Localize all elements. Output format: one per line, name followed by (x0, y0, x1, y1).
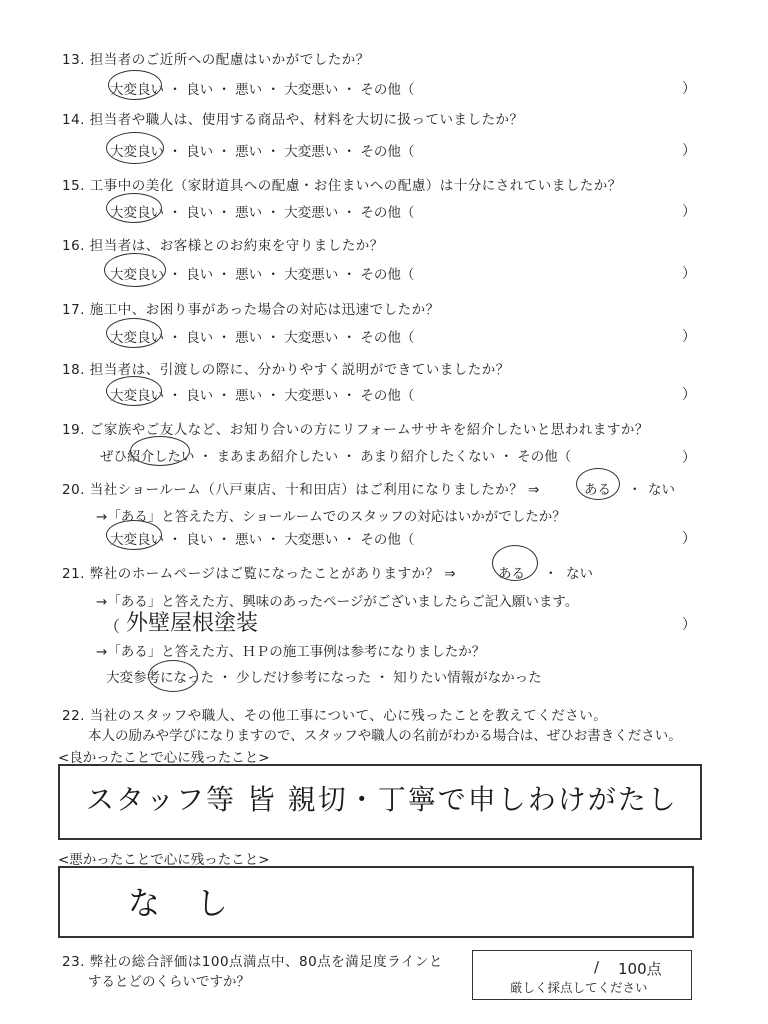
q21-hp-selection-circle (148, 660, 198, 692)
q20-followup-options[interactable]: 大変良い ・ 良い ・ 悪い ・ 大変悪い ・ その他（ (110, 532, 415, 548)
q20-dot: ・ (628, 482, 642, 498)
q23-line2: するとどのくらいですか？ (88, 974, 250, 990)
q14-paren: ） (682, 143, 696, 159)
q15-paren: ） (682, 204, 696, 220)
q20-followup-selection-circle (106, 520, 162, 550)
q14-selection-circle (106, 132, 164, 164)
q21-selection-circle (492, 545, 538, 581)
q16-selection-circle (104, 253, 166, 287)
question-17: 17. 施工中、お困り事があった場合の対応は迅速でしたか？ (62, 302, 440, 318)
question-20: 20. 当社ショールーム（八戸東店、十和田店）はご利用になりましたか？ ⇒ (62, 482, 540, 498)
good-comments-label: <良かったことで心に残ったこと> (58, 750, 270, 766)
q19-selection-circle (130, 436, 190, 466)
question-22: 22. 当社のスタッフや職人、その他工事について、心に残ったことを教えてください。 (62, 708, 608, 724)
q20-selection-circle (576, 468, 620, 500)
q13-paren: ） (682, 81, 696, 97)
bad-comments-label: <悪かったことで心に残ったこと> (58, 852, 270, 868)
score-note: 厳しく採点してください (510, 980, 648, 995)
question-16: 16. 担当者は、お客様とのお約束を守りましたか？ (62, 238, 384, 254)
q21-option-no[interactable]: ない (566, 566, 593, 582)
q18-selection-circle (106, 376, 162, 406)
q16-paren: ） (682, 266, 696, 282)
q13-options[interactable]: 大変良い ・ 良い ・ 悪い ・ 大変悪い ・ その他（ (110, 82, 415, 98)
question-21: 21. 弊社のホームページはご覧になったことがありますか？ ⇒ (62, 566, 457, 582)
q16-options[interactable]: 大変良い ・ 良い ・ 悪い ・ 大変悪い ・ その他（ (110, 267, 415, 283)
q15-selection-circle (106, 193, 162, 223)
q22-note: 本人の励みや学びになりますので、スタッフや職人の名前がわかる場合は、ぜひお書きください。 (88, 728, 682, 744)
q19-paren: ） (682, 450, 696, 466)
q21-option-yes[interactable]: ある (498, 566, 525, 582)
q21-hp-options[interactable]: 大変参考になった ・ 少しだけ参考になった ・ 知りたい情報がなかった (106, 670, 542, 686)
q21-dot: ・ (544, 566, 558, 582)
score-max: 100点 (618, 960, 662, 978)
q20-followup: →「ある」と答えた方、ショールームでのスタッフの対応はいかがでしたか？ (96, 509, 566, 525)
q21-handwritten-answer[interactable]: 外壁屋根塗装 (126, 611, 259, 636)
q17-paren: ） (682, 329, 696, 345)
good-comments-handwritten: スタッフ等 皆 親切・丁寧で申しわけがたし (86, 783, 678, 816)
q18-options[interactable]: 大変良い ・ 良い ・ 悪い ・ 大変悪い ・ その他（ (110, 388, 415, 404)
question-15: 15. 工事中の美化（家財道具への配慮・お住まいへの配慮）は十分にされていましたか？ (62, 178, 622, 194)
q20-option-no[interactable]: ない (648, 482, 675, 498)
q21-followup-1: →「ある」と答えた方、興味のあったページがございましたらご記入願います。 (96, 594, 579, 610)
q21-paren: ） (682, 617, 696, 633)
q13-selection-circle (108, 70, 162, 100)
q19-options[interactable]: ぜひ紹介したい ・ まあまあ紹介したい ・ あまり紹介したくない ・ その他（ (100, 449, 572, 465)
question-23: 23. 弊社の総合評価は100点満点中、80点を満足度ラインと (62, 954, 443, 970)
question-13: 13. 担当者のご近所への配慮はいかがでしたか？ (62, 52, 370, 68)
q20-option-yes[interactable]: ある (584, 482, 611, 498)
q15-options[interactable]: 大変良い ・ 良い ・ 悪い ・ 大変悪い ・ その他（ (110, 205, 415, 221)
question-18: 18. 担当者は、引渡しの際に、分かりやすく説明ができていましたか？ (62, 362, 510, 378)
question-14: 14. 担当者や職人は、使用する商品や、材料を大切に扱っていましたか？ (62, 112, 524, 128)
q21-followup-2: →「ある」と答えた方、ＨＰの施工事例は参考になりましたか？ (96, 644, 486, 660)
q17-selection-circle (106, 318, 162, 348)
bad-comments-handwritten: なし (128, 884, 265, 922)
question-19: 19. ご家族やご友人など、お知り合いの方にリフォームササキを紹介したいと思われますか？ (62, 422, 649, 438)
q14-options[interactable]: 大変良い ・ 良い ・ 悪い ・ 大変悪い ・ その他（ (110, 144, 415, 160)
score-slash: / (594, 958, 600, 976)
q17-options[interactable]: 大変良い ・ 良い ・ 悪い ・ 大変悪い ・ その他（ (110, 330, 415, 346)
q20-paren: ） (682, 531, 696, 547)
q21-open-paren: （ (104, 617, 121, 636)
q18-paren: ） (682, 387, 696, 403)
